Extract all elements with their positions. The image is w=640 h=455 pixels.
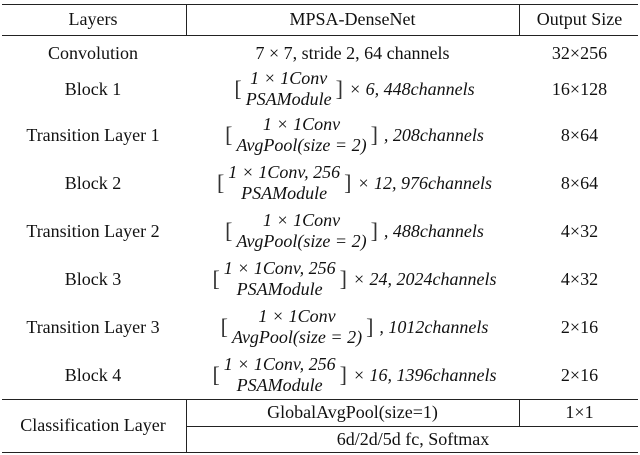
config-line-1: 1 × 1Conv: [262, 210, 341, 230]
row-output-block-3: 4×32: [560, 268, 599, 289]
bracket-open: [: [225, 218, 233, 243]
config-tail: × 6, 448channels: [349, 78, 475, 99]
row-output-block-1: 16×128: [551, 78, 608, 99]
classification-pool: GlobalAvgPool(size=1): [267, 402, 438, 422]
bracket-open: [: [216, 170, 225, 195]
row-output-transition-1: 8×64: [560, 124, 599, 145]
classification-pool-output: 1×1: [565, 402, 594, 422]
config-line-2: PSAModule: [236, 375, 323, 395]
bottom-rule: [2, 452, 638, 453]
row-layer-transition-3: Transition Layer 3: [26, 316, 160, 337]
config-line-1: 1 × 1Conv: [258, 306, 336, 326]
config-line-1: 1 × 1Conv, 256: [223, 354, 336, 374]
bracket-open: [: [220, 314, 228, 339]
config-tail: , 208channels: [383, 124, 484, 145]
bracket-open: [: [234, 76, 242, 101]
bracket-close: ]: [370, 218, 378, 243]
config-line-2: PSAModule: [236, 279, 323, 299]
row-output-transition-3: 2×16: [560, 316, 599, 337]
config-tail: , 488channels: [383, 220, 484, 241]
row-config-transition-2: [186, 208, 519, 254]
row-layer-block-4: Block 4: [64, 364, 122, 385]
config-line-1: 1 × 1Conv, 256: [228, 162, 341, 182]
config-tail: × 12, 976channels: [357, 172, 493, 193]
row-output-transition-2: 4×32: [560, 220, 599, 241]
row-config-block-1: [186, 68, 519, 110]
config-line-1: 1 × 1Conv: [250, 68, 328, 88]
row-output-block-4: 2×16: [560, 364, 599, 385]
row-config-block-3: [186, 256, 519, 302]
config-tail: × 16, 1396channels: [352, 364, 497, 385]
row-config-transition-3: [186, 304, 519, 350]
row-layer-block-3: Block 3: [64, 268, 122, 289]
bracket-close: ]: [370, 122, 378, 147]
row-config-block-2: [186, 160, 519, 206]
bracket-close: ]: [344, 170, 352, 195]
config-line-1: 1 × 1Conv: [262, 114, 341, 134]
row-layer-transition-2: Transition Layer 2: [26, 220, 160, 241]
row-layer-convolution: Convolution: [47, 42, 138, 63]
header-output: Output Size: [536, 9, 623, 29]
row-config-block-4: [186, 352, 519, 398]
row-layer-block-2: Block 2: [64, 172, 122, 193]
classification-layer-label: Classification Layer: [20, 415, 166, 435]
config-line-2: PSAModule: [241, 183, 328, 203]
bracket-open: [: [212, 266, 220, 291]
config-line-2: AvgPool(size = 2): [236, 135, 367, 155]
header-rule: [2, 35, 638, 36]
bracket-close: ]: [366, 314, 374, 339]
classification-fc: 6d/2d/5d fc, Softmax: [336, 428, 490, 449]
config-tail: , 1012channels: [379, 316, 489, 337]
row-output-convolution: 32×256: [551, 42, 608, 63]
row-config-convolution: 7 × 7, stride 2, 64 channels: [255, 42, 450, 63]
config-line-1: 1 × 1Conv, 256: [223, 258, 336, 278]
header-model: MPSA-DenseNet: [289, 9, 416, 29]
config-tail: × 24, 2024channels: [352, 268, 497, 289]
config-line-2: PSAModule: [245, 89, 332, 109]
config-line-2: AvgPool(size = 2): [236, 231, 367, 251]
row-output-block-2: 8×64: [560, 172, 599, 193]
header-layers: Layers: [68, 9, 118, 29]
bracket-open: [: [225, 122, 233, 147]
bracket-open: [: [212, 362, 220, 387]
config-line-2: AvgPool(size = 2): [231, 327, 363, 347]
row-layer-block-1: Block 1: [64, 78, 122, 99]
row-layer-transition-1: Transition Layer 1: [26, 124, 160, 145]
row-config-transition-1: [186, 112, 519, 158]
bracket-close: ]: [339, 266, 347, 291]
bracket-close: ]: [335, 76, 343, 101]
bracket-close: ]: [339, 362, 347, 387]
